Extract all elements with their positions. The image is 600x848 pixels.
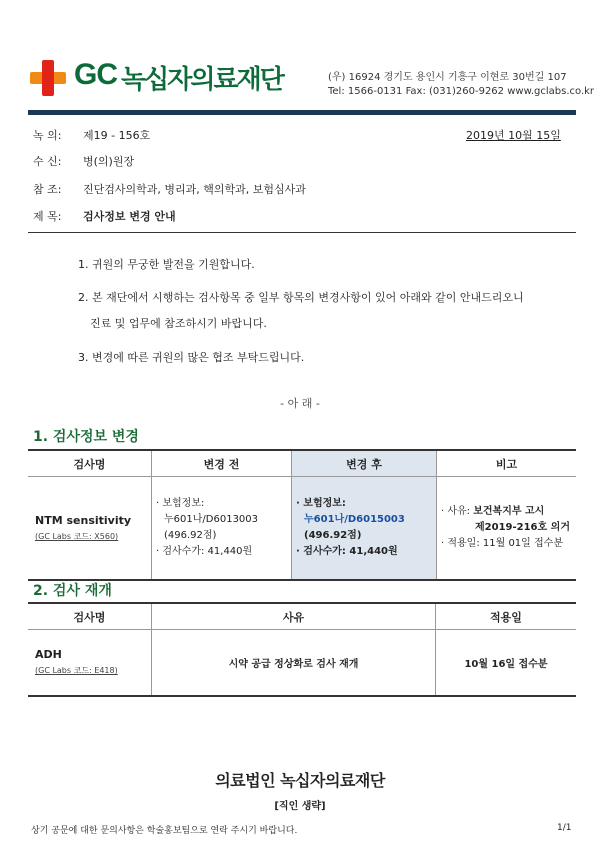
col-header-test-name: 검사명 (28, 603, 152, 630)
remarks-cell (437, 477, 577, 580)
col-header-apply-date: 적용일 (436, 603, 577, 630)
test-name: ADH (35, 648, 62, 662)
header-divider-bar (28, 110, 576, 115)
reason-cell: 시약 공급 정상화로 검사 재개 (152, 630, 436, 696)
reference-label: 참 조: (33, 183, 62, 196)
col-header-remarks: 비고 (437, 450, 577, 477)
logo-gc-text: GC (74, 58, 117, 91)
before-insurance-points: (496.92점) (164, 529, 217, 541)
doc-number-row (33, 127, 150, 143)
meta-divider (28, 232, 576, 233)
paragraph-2-line-2: 진료 및 업무에 참조하시기 바랍니다. (90, 317, 267, 330)
page-number: 1/1 (557, 823, 572, 833)
col-header-before: 변경 전 (152, 450, 292, 477)
remarks-apply-date: · 적용일: 11월 01일 접수분 (441, 537, 563, 549)
test-name: NTM sensitivity (35, 513, 132, 527)
paragraph-2-line-1: 2. 본 재단에서 시행하는 검사항목 중 일부 항목의 변경사항이 있어 아래와 같이 안내드리오니 (78, 291, 524, 304)
inquiry-note: 상기 공문에 대한 문의사항은 학술홍보팀으로 연락 주시기 바랍니다. (31, 826, 298, 836)
after-insurance-label: · 보험정보: (296, 497, 346, 509)
green-cross-logo-icon (30, 60, 66, 96)
after-insurance-points: (496.92점) (304, 529, 362, 541)
after-cell (292, 477, 437, 580)
remarks-notice-number: 제2019-216호 의거 (475, 521, 570, 533)
test-name-cell (28, 630, 152, 696)
subject-row (33, 208, 176, 224)
col-header-after: 변경 후 (292, 450, 437, 477)
section-2-title: 2. 검사 재개 (33, 583, 112, 599)
test-info-change-table (28, 449, 576, 581)
seal-omitted-note: [직인 생략] (274, 801, 326, 812)
doc-number: 제19 - 156호 (83, 129, 151, 142)
before-cell (152, 477, 292, 580)
below-heading: - 아 래 - (280, 397, 320, 410)
before-test-fee: · 검사수가: 41,440원 (156, 545, 253, 557)
recipient-row (33, 153, 134, 169)
test-resume-table (28, 602, 576, 697)
remarks-reason-label: · 사유: (441, 505, 474, 517)
header-address: (우) 16924 경기도 용인시 기흥구 이현로 30번길 107 (328, 72, 567, 83)
test-code: (GC Labs 코드: X560) (35, 531, 119, 541)
logo-org-name: 녹십자의료재단 (121, 65, 283, 95)
before-insurance-code: 누601나/D6013003 (164, 513, 259, 525)
test-name-cell (28, 477, 152, 580)
test-code: (GC Labs 코드: E418) (35, 666, 118, 676)
subject: 검사정보 변경 안내 (83, 210, 176, 223)
after-test-fee: · 검사수가: 41,440원 (296, 545, 398, 557)
doc-number-label: 녹 의: (33, 129, 62, 142)
before-insurance-label: · 보험정보: (156, 497, 205, 509)
subject-label: 제 목: (33, 210, 62, 223)
col-header-reason: 사유 (152, 603, 436, 630)
header-contact: Tel: 1566-0131 Fax: (031)260-9262 www.gclabs.co.kr (328, 86, 595, 97)
section-1-title: 1. 검사정보 변경 (33, 429, 139, 445)
apply-date-cell: 10월 16일 접수분 (436, 630, 577, 696)
recipient: 병(의)원장 (83, 155, 135, 168)
table-header-row (28, 603, 576, 630)
issuer-org-name: 의료법인 녹십자의료재단 (215, 771, 385, 790)
after-insurance-code: 누601나/D6015003 (304, 513, 405, 525)
doc-date: 2019년 10월 15일 (466, 129, 561, 142)
reference: 진단검사의학과, 병리과, 핵의학과, 보험심사과 (83, 183, 306, 196)
col-header-test-name: 검사명 (28, 450, 152, 477)
table-header-row (28, 450, 576, 477)
table-row (28, 477, 576, 580)
recipient-label: 수 신: (33, 155, 62, 168)
paragraph-3: 3. 변경에 따른 귀원의 많은 협조 부탁드립니다. (78, 351, 305, 364)
table-row (28, 630, 576, 696)
remarks-reason: 보건복지부 고시 (473, 505, 545, 517)
paragraph-1: 1. 귀원의 무궁한 발전을 기원합니다. (78, 258, 255, 271)
reference-row (33, 181, 306, 197)
